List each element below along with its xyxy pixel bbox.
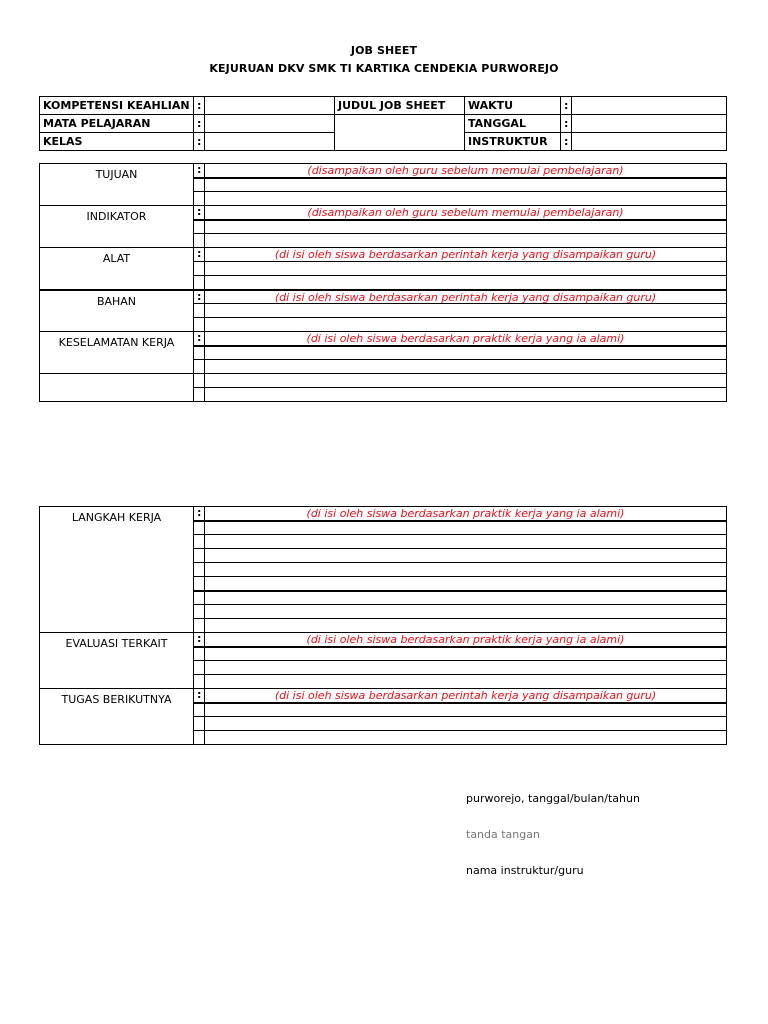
colon-cell — [194, 703, 205, 717]
colon-cell — [194, 563, 205, 577]
tugas-line[interactable] — [205, 731, 727, 745]
langkah-line[interactable] — [205, 577, 727, 591]
judul-job-sheet-field[interactable] — [335, 115, 465, 151]
colon-cell — [194, 262, 205, 276]
waktu-field[interactable] — [572, 97, 727, 115]
langkah-line[interactable] — [205, 605, 727, 619]
alat-note: (di isi oleh siswa berdasarkan perintah kerja yang disampaikan guru) — [205, 248, 727, 262]
waktu-label: WAKTU — [465, 97, 561, 115]
colon-cell — [194, 276, 205, 290]
indikator-note: (disampaikan oleh guru sebelum memulai pembelajaran) — [205, 206, 727, 220]
bahan-line[interactable] — [205, 318, 727, 332]
colon-cell — [194, 619, 205, 633]
empty-label — [40, 374, 194, 402]
tujuan-line[interactable] — [205, 192, 727, 206]
instruktur-label: INSTRUKTUR — [465, 133, 561, 151]
colon: : — [561, 97, 572, 115]
colon-cell — [194, 577, 205, 591]
colon-cell — [194, 234, 205, 248]
alat-line[interactable] — [205, 276, 727, 290]
langkah-line[interactable] — [205, 619, 727, 633]
mata-pelajaran-label: MATA PELAJARAN — [40, 115, 194, 133]
colon: : — [194, 97, 205, 115]
indikator-line[interactable] — [205, 234, 727, 248]
evaluasi-line[interactable] — [205, 675, 727, 689]
tanggal-label: TANGGAL — [465, 115, 561, 133]
colon: : — [194, 248, 205, 262]
langkah-kerja-label: LANGKAH KERJA — [40, 507, 194, 633]
colon-cell — [194, 661, 205, 675]
instruktur-field[interactable] — [572, 133, 727, 151]
colon-cell — [194, 220, 205, 234]
tujuan-label: TUJUAN — [40, 164, 194, 206]
langkah-kerja-note: (di isi oleh siswa berdasarkan praktik kerja yang ia alami) — [205, 507, 727, 521]
langkah-line[interactable] — [205, 591, 727, 605]
signature-line: tanda tangan — [466, 828, 540, 841]
colon-cell — [194, 521, 205, 535]
colon-cell — [194, 605, 205, 619]
judul-job-sheet-label: JUDUL JOB SHEET — [335, 97, 465, 115]
tujuan-note: (disampaikan oleh guru sebelum memulai pembelajaran) — [205, 164, 727, 178]
keselamatan-kerja-label: KESELAMATAN KERJA — [40, 332, 194, 374]
alat-label: ALAT — [40, 248, 194, 290]
document-title: JOB SHEET — [350, 44, 418, 57]
langkah-line[interactable] — [205, 549, 727, 563]
colon: : — [194, 332, 205, 346]
colon-cell — [194, 192, 205, 206]
colon-cell — [194, 388, 205, 402]
colon: : — [194, 133, 205, 151]
extra-line[interactable] — [205, 388, 727, 402]
tugas-line[interactable] — [205, 703, 727, 717]
keselamatan-kerja-note: (di isi oleh siswa berdasarkan praktik kerja yang ia alami) — [205, 332, 727, 346]
colon-cell — [194, 647, 205, 661]
langkah-line[interactable] — [205, 521, 727, 535]
document-subtitle: KEJURUAN DKV SMK TI KARTIKA CENDEKIA PURWOREJO — [209, 62, 559, 75]
colon-cell — [194, 591, 205, 605]
colon-cell — [194, 318, 205, 332]
evaluasi-line[interactable] — [205, 661, 727, 675]
evaluasi-line[interactable] — [205, 647, 727, 661]
place-date-line: purworejo, tanggal/bulan/tahun — [466, 792, 640, 805]
bahan-line[interactable] — [205, 304, 727, 318]
tanggal-field[interactable] — [572, 115, 727, 133]
extra-line[interactable] — [205, 374, 727, 388]
bahan-label: BAHAN — [40, 290, 194, 332]
alat-line[interactable] — [205, 262, 727, 276]
colon: : — [194, 206, 205, 220]
tugas-berikutnya-note: (di isi oleh siswa berdasarkan perintah kerja yang disampaikan guru) — [205, 689, 727, 703]
keselamatan-line[interactable] — [205, 360, 727, 374]
instructor-name-line: nama instruktur/guru — [466, 864, 584, 877]
keselamatan-line[interactable] — [205, 346, 727, 360]
langkah-line[interactable] — [205, 563, 727, 577]
indikator-line[interactable] — [205, 220, 727, 234]
colon-cell — [194, 178, 205, 192]
colon-cell — [194, 549, 205, 563]
tugas-berikutnya-label: TUGAS BERIKUTNYA — [40, 689, 194, 745]
header-table — [39, 96, 727, 151]
colon-cell — [194, 360, 205, 374]
colon: : — [194, 689, 205, 703]
colon-cell — [194, 731, 205, 745]
evaluasi-terkait-note: (di isi oleh siswa berdasarkan praktik kerja yang ia alami) — [205, 633, 727, 647]
colon-cell — [194, 675, 205, 689]
colon: : — [194, 507, 205, 521]
colon-cell — [194, 346, 205, 360]
kompetensi-keahlian-label: KOMPETENSI KEAHLIAN — [40, 97, 194, 115]
evaluasi-terkait-label: EVALUASI TERKAIT — [40, 633, 194, 689]
colon: : — [194, 115, 205, 133]
colon: : — [194, 290, 205, 304]
objectives-table — [39, 163, 727, 402]
bahan-note: (di isi oleh siswa berdasarkan perintah kerja yang disampaikan guru) — [205, 290, 727, 304]
colon: : — [194, 633, 205, 647]
kelas-label: KELAS — [40, 133, 194, 151]
kompetensi-keahlian-field[interactable] — [205, 97, 335, 115]
colon: : — [561, 115, 572, 133]
colon-cell — [194, 374, 205, 388]
colon-cell — [194, 535, 205, 549]
colon-cell — [194, 304, 205, 318]
indikator-label: INDIKATOR — [40, 206, 194, 248]
tugas-line[interactable] — [205, 717, 727, 731]
colon: : — [194, 164, 205, 178]
langkah-line[interactable] — [205, 535, 727, 549]
mata-pelajaran-field[interactable] — [205, 115, 335, 133]
kelas-field[interactable] — [205, 133, 335, 151]
tujuan-line[interactable] — [205, 178, 727, 192]
colon-cell — [194, 717, 205, 731]
procedure-table — [39, 506, 727, 745]
colon: : — [561, 133, 572, 151]
